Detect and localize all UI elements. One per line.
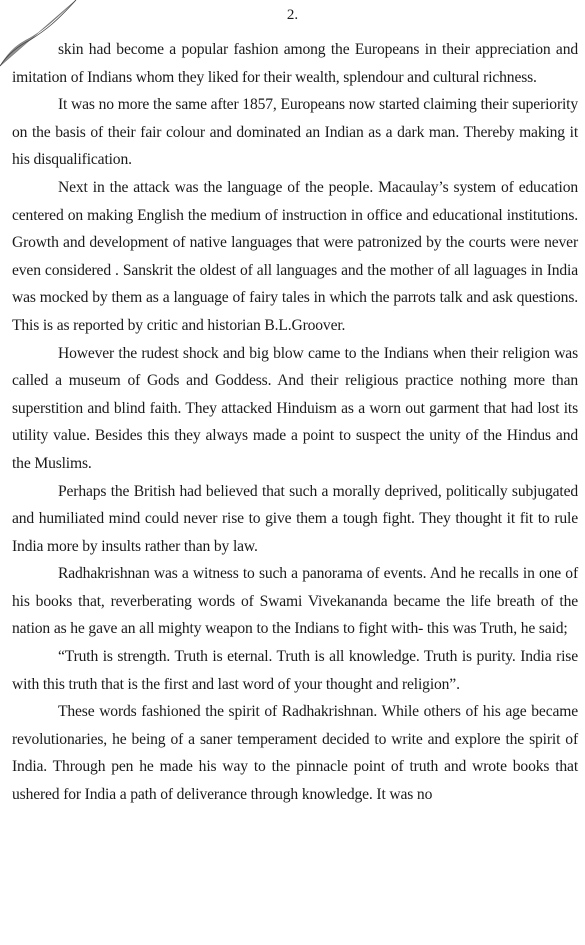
paragraph: skin had become a popular fashion among the Europeans in their appreciation and imitation of Indians whom they liked for their wealth, splendour and cultural richness. [12,41,578,86]
paragraph: Radhakrishnan was a witness to such a panorama of events. And he recalls in one of his books that, reverberating words of Swami Vivekananda became the life breath of the nation as he gave an all mighty weapon to the Indians to fight with- this was Truth, he said; [12,565,578,638]
paragraph: However the rudest shock and big blow came to the Indians when their religion was called a museum of Gods and Goddess. And their religious practice nothing more than superstition and blind faith. They attacked Hinduism as a worn out garment that had lost its utility value. Besides this they always made a point to suspect the unity of the Hindus and the Muslims. [12,344,578,472]
paragraph: Perhaps the British had believed that such a morally deprived, politically subjugated and humiliated mind could never rise to give them a tough fight. They thought it fit to rule India more by insults rather than by law. [12,482,578,555]
paragraph: It was no more the same after 1857, Europeans now started claiming their superiority on the basis of their fair colour and dominated an Indian as a dark man. Thereby making it his disqualification. [12,96,578,169]
paragraph: These words fashioned the spirit of Radhakrishnan. While others of his age became revolutionaries, he being of a saner temperament decided to write and explore the spirit of India. Through pen he made his way to the pinnacle point of truth and wrote books that ushered for India a path of deliverance through knowledge. It was no [12,703,578,804]
quotation: “Truth is strength. Truth is eternal. Truth is all knowledge. Truth is purity. India rise with this truth that is the first and last word of your thought and religion”. [12,648,578,693]
paragraph: Next in the attack was the language of the people. Macaulay’s system of education centered on making English the medium of instruction in office and educational institutions. Growth and development of native languages that were patronized by the courts were never even considered . Sanskrit the oldest of all languages and the mother of all laguages in India was mocked by them as a language of fairy tales in which the parrots talk and ask questions. This is as reported by critic and historian B.L.Groover. [12,178,578,334]
page-number: 2. [286,7,299,23]
body-text [12,36,578,809]
